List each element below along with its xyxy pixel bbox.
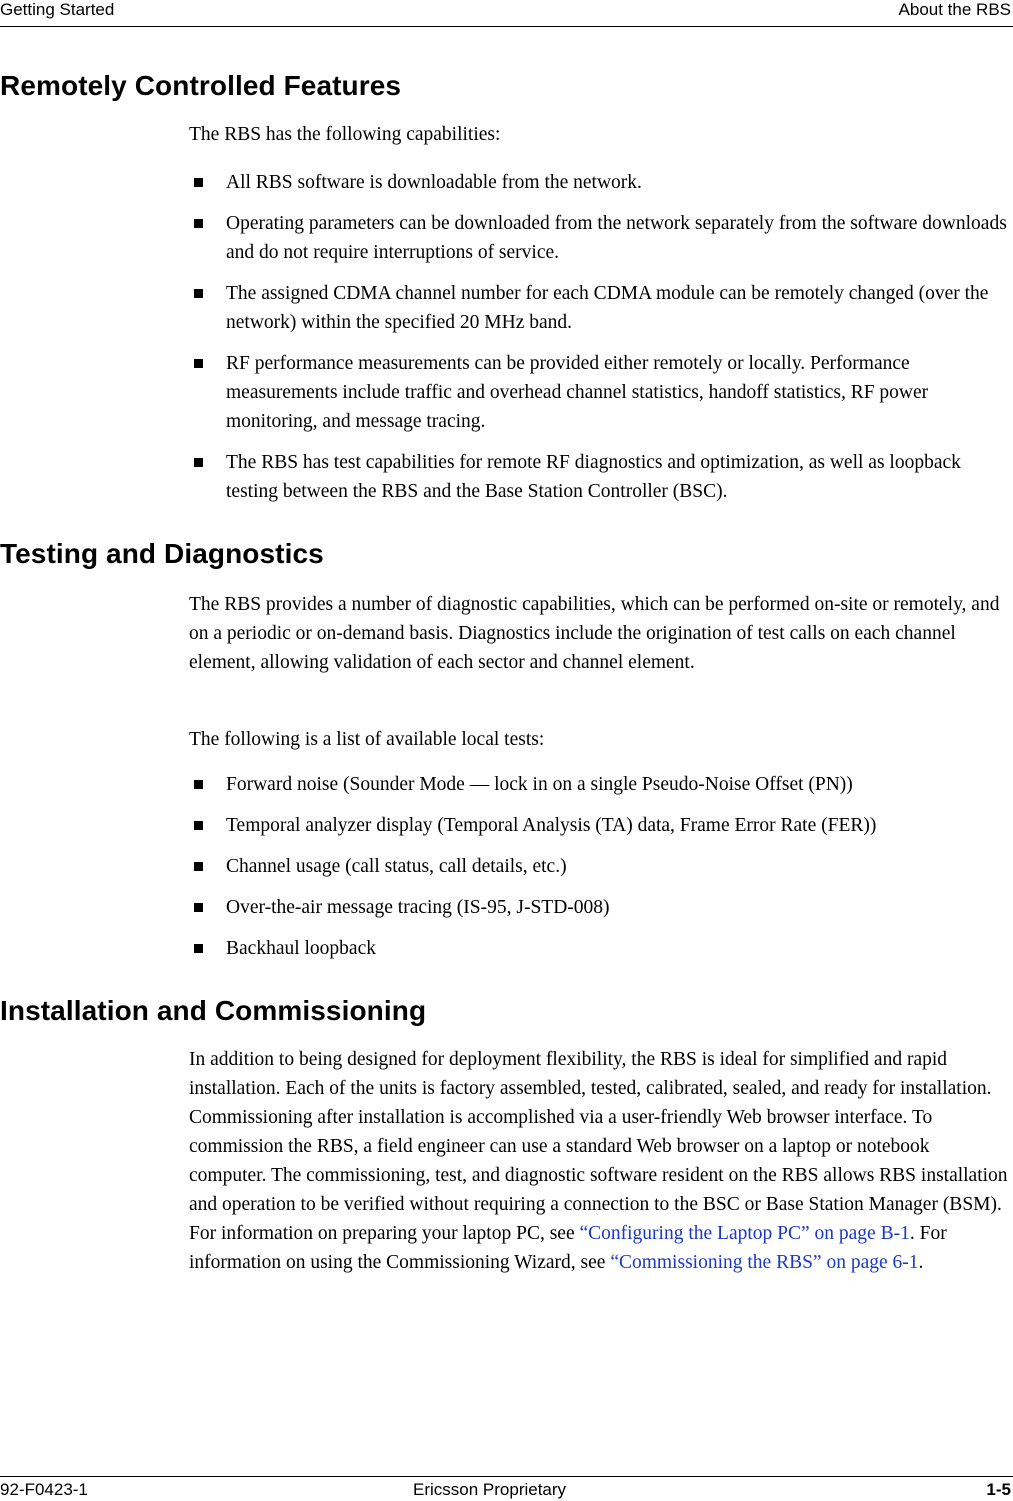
list-item: Backhaul loopback	[189, 934, 1011, 963]
footer-proprietary: Ericsson Proprietary	[413, 1480, 567, 1499]
remote-capabilities-list	[189, 168, 1011, 506]
list-item: Temporal analyzer display (Temporal Analysis (TA) data, Frame Error Rate (FER))	[189, 811, 1011, 840]
bullet-icon	[194, 862, 203, 871]
list-item: Operating parameters can be downloaded from the network separately from the software downloads and do not require interruptions of service.	[189, 209, 1011, 267]
bullet-icon	[194, 780, 203, 789]
bullet-icon	[194, 458, 203, 467]
testing-description: The RBS provides a number of diagnostic capabilities, which can be performed on-site or remotely, and on a periodic or on-demand basis. Diagnostics include the origination of test calls on each channel element, allowing validation of each sector and channel element.	[189, 594, 1000, 673]
header-section-title: Getting Started	[0, 0, 115, 19]
page-header	[0, 0, 1013, 27]
list-item: Forward noise (Sounder Mode — lock in on a single Pseudo-Noise Offset (PN))	[189, 770, 1011, 799]
page-footer	[0, 1476, 1013, 1501]
heading-testing-diagnostics: Testing and Diagnostics	[0, 538, 324, 569]
local-tests-intro: The following is a list of available local tests:	[189, 729, 545, 750]
bullet-icon	[194, 903, 203, 912]
heading-installation-commissioning: Installation and Commissioning	[0, 995, 427, 1026]
list-item: The assigned CDMA channel number for each CDMA module can be remotely changed (over the network) within the specified 20 MHz band.	[189, 279, 1011, 337]
list-item: Channel usage (call status, call details, etc.)	[189, 852, 1011, 881]
installation-description: In addition to being designed for deployment flexibility, the RBS is ideal for simplified and rapid installation. Each of the units is factory assembled, tested, calibrated, sealed, and ready for installation. Commissioning after installation is accomplished via a user-friendly Web browser interface. To commission the RBS, a field engineer can use a standard Web browser on a laptop or notebook computer. The commissioning, test, and diagnostic software resident on the RBS allows RBS installation and operation to be verified without requiring a connection to the BSC or Base Station Manager (BSM). For information on preparing your laptop PC, see “Configuring the Laptop PC” on page B-1. For information on using the Commissioning Wizard, see “Commissioning the RBS” on page 6-1.	[189, 1049, 1008, 1273]
list-item: All RBS software is downloadable from the network.	[189, 168, 1011, 197]
bullet-icon	[194, 178, 203, 187]
header-chapter-title: About the RBS	[898, 0, 1011, 19]
remote-intro: The RBS has the following capabilities:	[189, 124, 501, 145]
bullet-icon	[194, 944, 203, 953]
bullet-icon	[194, 289, 203, 298]
list-item: Over-the-air message tracing (IS-95, J-STD-008)	[189, 893, 1011, 922]
local-tests-list	[189, 770, 1011, 963]
heading-remote-features: Remotely Controlled Features	[0, 70, 402, 101]
footer-page-number: 1-5	[986, 1480, 1011, 1499]
footer-doc-number: 92-F0423-1	[0, 1480, 88, 1499]
bullet-icon	[194, 821, 203, 830]
list-item: The RBS has test capabilities for remote RF diagnostics and optimization, as well as loopback testing between the RBS and the Base Station Controller (BSC).	[189, 448, 1011, 506]
link-configuring-laptop[interactable]: “Configuring the Laptop PC” on page B-1	[579, 1223, 910, 1244]
link-commissioning-rbs[interactable]: “Commissioning the RBS” on page 6-1	[610, 1252, 919, 1273]
list-item: RF performance measurements can be provided either remotely or locally. Performance measurements include traffic and overhead channel statistics, handoff statistics, RF power monitoring, and message tracing.	[189, 349, 1011, 436]
bullet-icon	[194, 359, 203, 368]
bullet-icon	[194, 219, 203, 228]
